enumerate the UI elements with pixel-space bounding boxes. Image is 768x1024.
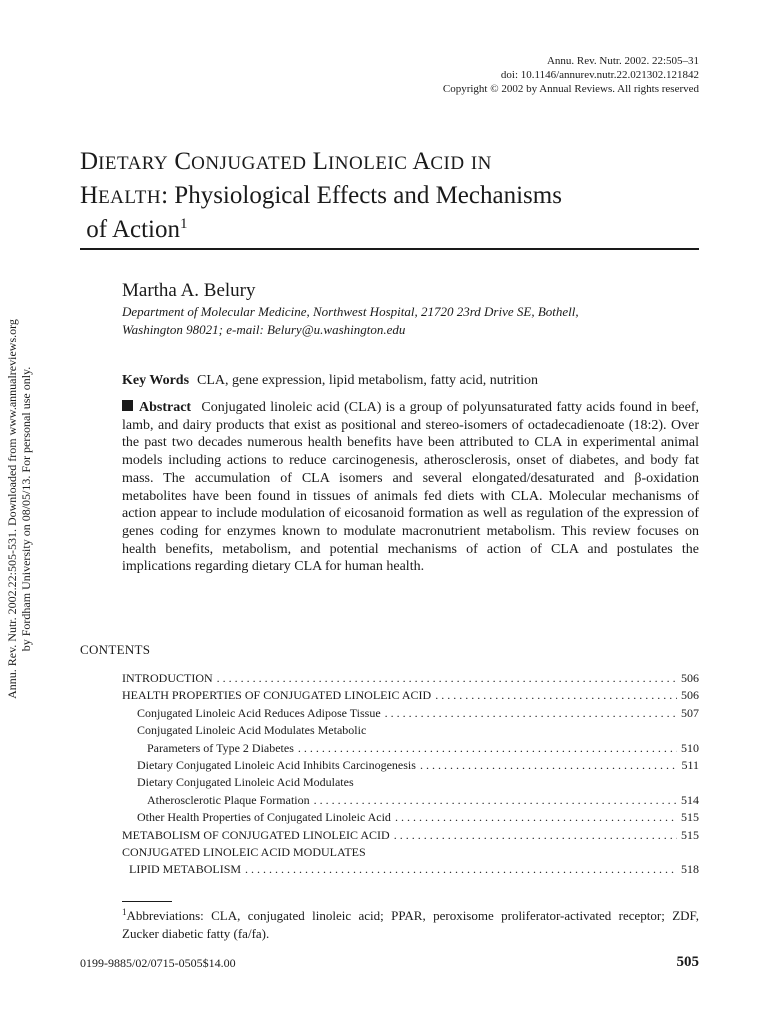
footnote-rule: [122, 901, 172, 902]
toc-entry-label: METABOLISM OF CONJUGATED LINOLEIC ACID: [122, 827, 390, 842]
toc-entry-page: 506: [681, 671, 699, 685]
toc-entry-page: 518: [681, 862, 699, 877]
toc-dot-leader: [298, 740, 677, 757]
toc-entry[interactable]: [122, 809, 699, 826]
header-meta: [443, 54, 699, 96]
toc-dot-leader: [394, 827, 677, 844]
toc-entry-page: 510: [681, 740, 699, 755]
title-rule: [80, 248, 699, 250]
toc-entry-label: Conjugated Linoleic Acid Modulates Metabolic: [137, 723, 367, 738]
toc-entry[interactable]: [122, 705, 699, 722]
toc-dot-leader: [395, 809, 677, 826]
table-of-contents: [122, 670, 699, 879]
toc-entry[interactable]: [122, 757, 699, 774]
toc-dot-leader: [385, 705, 677, 722]
toc-entry-label: Parameters of Type 2 Diabetes: [147, 740, 294, 755]
journal-citation: Annu. Rev. Nutr. 2002. 22:505–31: [546, 55, 699, 67]
toc-dot-leader: [217, 670, 677, 687]
title-footnote-mark[interactable]: 1: [180, 216, 188, 232]
toc-dot-leader: [245, 861, 677, 878]
footnote-mark: 1: [122, 907, 127, 917]
toc-entry[interactable]: [122, 844, 699, 861]
toc-entry-page: 507: [681, 705, 699, 720]
toc-entry[interactable]: [122, 740, 699, 757]
toc-entry[interactable]: [122, 792, 699, 809]
copyright-line: Copyright © 2002 by Annual Reviews. All rights reserved: [442, 83, 699, 95]
toc-dot-leader: [420, 757, 678, 774]
article-title: DIETARY CONJUGATED LINOLEIC ACID IN HEALTH: Physiological Effects and Mechanisms of Action$^1$: [80, 148, 562, 243]
keywords: [122, 372, 538, 390]
toc-entry-label: Dietary Conjugated Linoleic Acid Inhibits Carcinogenesis: [137, 757, 416, 772]
price-code: 0199-9885/02/0715-0505$14.00: [80, 956, 236, 970]
toc-entry[interactable]: [122, 861, 699, 878]
toc-entry-label: Conjugated Linoleic Acid Reduces Adipose Tissue: [137, 705, 381, 720]
page-number: 505: [676, 954, 699, 970]
toc-entry[interactable]: [122, 827, 699, 844]
toc-entry-label: Atherosclerotic Plaque Formation: [147, 792, 310, 807]
toc-entry-page: 515: [681, 810, 699, 825]
toc-dot-leader: [314, 792, 677, 809]
abstract: [122, 399, 699, 576]
abstract-label: Abstract: [139, 400, 192, 415]
toc-entry-label: LIPID METABOLISM: [129, 862, 242, 877]
author-affiliation: Department of Molecular Medicine, Northwest Hospital, 21720 23rd Drive SE, Bothell, Washington 98021; e-mail: Belury@u.washington.edu: [122, 304, 579, 337]
toc-entry-label: HEALTH PROPERTIES OF CONJUGATED LINOLEIC ACID: [122, 688, 432, 703]
toc-entry[interactable]: [122, 687, 699, 704]
toc-entry-page: 506: [681, 688, 699, 703]
download-notice: Annu. Rev. Nutr. 2002.22:505-531. Downloaded from www.annualreviews.org by Fordham University on 08/05/13. For personal use only.: [5, 319, 33, 699]
toc-entry-label: CONJUGATED LINOLEIC ACID MODULATES: [122, 844, 366, 859]
toc-entry[interactable]: [122, 670, 699, 687]
toc-entry[interactable]: [122, 722, 699, 739]
toc-entry-label: Dietary Conjugated Linoleic Acid Modulates: [137, 775, 354, 790]
keywords-text: CLA, gene expression, lipid metabolism, fatty acid, nutrition: [197, 373, 539, 388]
contents-heading: CONTENTS: [80, 642, 151, 657]
square-bullet-icon: [122, 400, 133, 411]
footnote-text: Abbreviations: CLA, conjugated linoleic acid; PPAR, peroxisome proliferator-activated receptor; ZDF, Zucker diabetic fatty (fa/fa).: [122, 908, 699, 941]
doi-line: doi: 10.1146/annurev.nutr.22.021302.121842: [500, 69, 699, 81]
abstract-text: Conjugated linoleic acid (CLA) is a group of polyunsaturated fatty acids found in beef, lamb, and dairy products that exist as positional and stereo-isomers of octadecadienoate (18:2). Over the past two decades numerous health benefits have been attributed to CLA in experimental animal models including actions to reduce carcinogenesis, atherosclerosis, onset of diabetes, and body fat mass. The accumulation of CLA isomers and several elongated/desaturated and β-oxidation metabolites have been found in tissues of animals fed diets with CLA. Molecular mechanisms of action appear to include modulation of eicosanoid formation as well as regulation of the expression of genes coding for enzymes known to modulate macronutrient metabolism. This review focuses on health benefits, metabolism, and potential mechanisms of action of CLA and postulates the implications regarding dietary CLA for human health.: [122, 400, 699, 575]
author-name: Martha A. Belury: [122, 280, 256, 301]
toc-entry[interactable]: [122, 774, 699, 791]
keywords-label: Key Words: [122, 373, 190, 388]
toc-entry-page: 511: [681, 757, 699, 772]
toc-entry-label: Other Health Properties of Conjugated Linoleic Acid: [137, 810, 391, 825]
toc-dot-leader: [435, 687, 677, 704]
toc-entry-label: INTRODUCTION: [122, 671, 213, 685]
toc-entry-page: 514: [681, 792, 699, 807]
footnote: [122, 907, 699, 943]
toc-entry-page: 515: [681, 827, 699, 842]
